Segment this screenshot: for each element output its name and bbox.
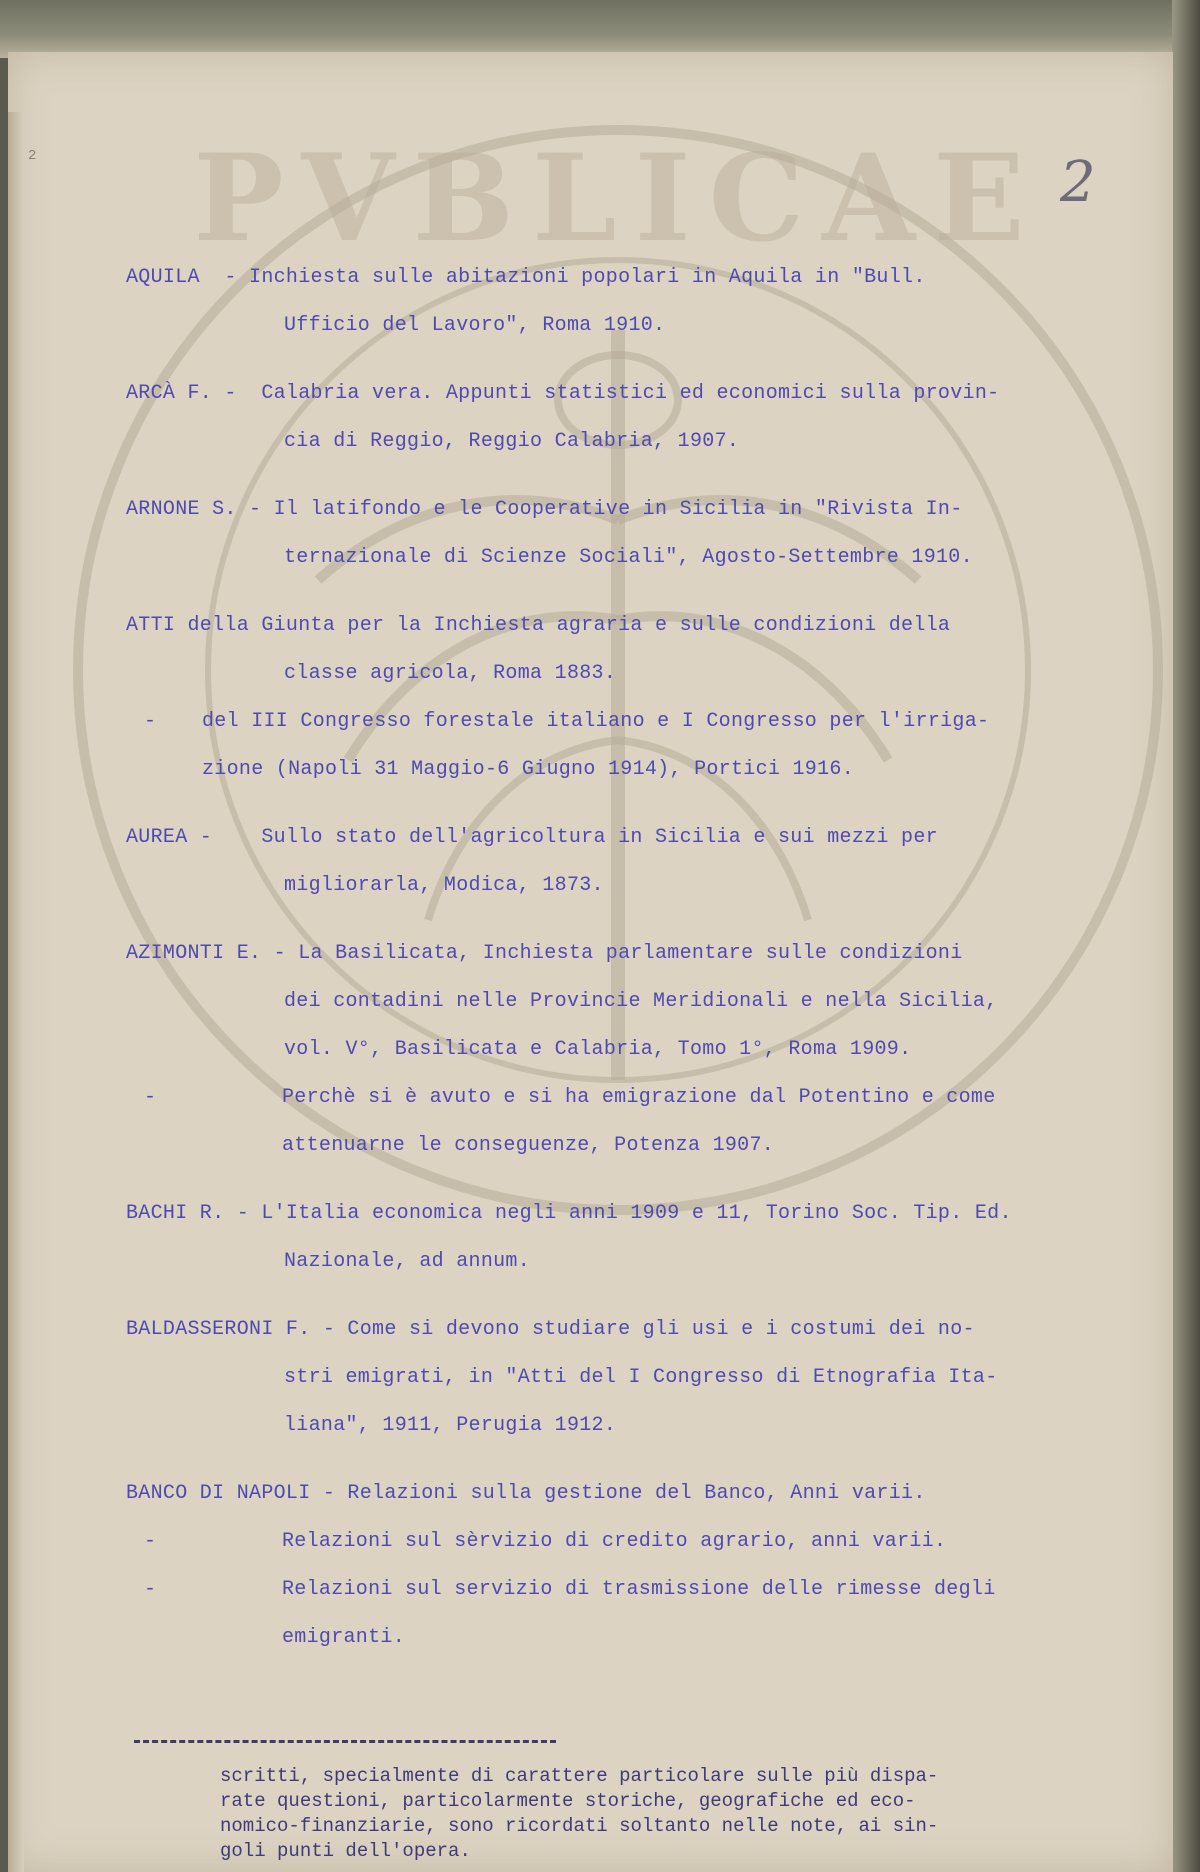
- entry-line: BALDASSERONI F. - Come si devono studiare gli usi e i costumi dei no-: [126, 1318, 975, 1341]
- entry-line: classe agricola, Roma 1883.: [284, 662, 617, 685]
- entry-line: BACHI R. - L'Italia economica negli anni 1909 e 11, Torino Soc. Tip. Ed.: [126, 1202, 1012, 1225]
- footnote-line: goli punti dell'opera.: [220, 1840, 471, 1862]
- sub-entry: [126, 1566, 1166, 1662]
- entry-line: stri emigrati, in "Atti del I Congresso di Etnografia Ita-: [284, 1366, 998, 1389]
- sub-entry-line: emigranti.: [282, 1626, 406, 1649]
- sub-entry-body: [202, 1518, 946, 1566]
- bibliography-entry: [126, 930, 1166, 1170]
- bibliography-entry: [126, 602, 1166, 794]
- footnote-separator: [134, 1740, 556, 1743]
- entry-line: liana", 1911, Perugia 1912.: [284, 1414, 617, 1437]
- entry-line: dei contadini nelle Provincie Meridionali e nella Sicilia,: [284, 990, 998, 1013]
- sub-entry: [126, 1518, 1166, 1566]
- entry-line: ARNONE S. - Il latifondo e le Cooperative in Sicilia in "Rivista In-: [126, 498, 963, 521]
- bibliography-list: [126, 254, 1166, 1682]
- sub-entry-dash: -: [144, 1578, 157, 1601]
- entry-line: Nazionale, ad annum.: [284, 1250, 531, 1273]
- entry-line: Ufficio del Lavoro", Roma 1910.: [284, 314, 666, 337]
- entry-line: ATTI della Giunta per la Inchiesta agraria e sulle condizioni della: [126, 614, 951, 637]
- footnote-line: nomico-finanziarie, sono ricordati soltanto nelle note, ai sin-: [220, 1815, 939, 1837]
- handwritten-page-number: 2: [1060, 150, 1096, 215]
- footnote-line: scritti, specialmente di carattere particolare sulle più dispa-: [220, 1765, 939, 1787]
- sub-entry-body: [202, 1566, 996, 1662]
- bibliography-entry: [126, 814, 1166, 910]
- sub-entry-line: Relazioni sul servizio di trasmissione delle rimesse degli: [282, 1578, 996, 1601]
- sub-entry-line: attenuarne le conseguenze, Potenza 1907.: [282, 1134, 775, 1157]
- sub-entry-line: zione (Napoli 31 Maggio-6 Giugno 1914), Portici 1916.: [202, 758, 855, 781]
- sub-entry-line: del III Congresso forestale italiano e I Congresso per l'irriga-: [202, 710, 990, 733]
- sub-entry-dash: -: [144, 1530, 157, 1553]
- bibliography-entry: [126, 486, 1166, 582]
- entry-line: BANCO DI NAPOLI - Relazioni sulla gestione del Banco, Anni varii.: [126, 1482, 926, 1505]
- bibliography-entry: [126, 1306, 1166, 1450]
- stamp-text: PVBLICAE: [193, 128, 1043, 269]
- leaf-number: 2: [28, 148, 37, 164]
- entry-line: ternazionale di Scienze Sociali", Agosto-Settembre 1910.: [284, 546, 973, 569]
- book-binding-top: [0, 0, 1200, 58]
- sub-entry-body: [202, 1074, 996, 1170]
- sub-entry-line: Relazioni sul sèrvizio di credito agrario, anni varii.: [282, 1530, 947, 1553]
- bibliography-entry: [126, 254, 1166, 350]
- document-page: [8, 52, 1173, 1872]
- entry-line: AUREA - Sullo stato dell'agricoltura in Sicilia e sui mezzi per: [126, 826, 938, 849]
- sub-entry-line: Perchè si è avuto e si ha emigrazione dal Potentino e come: [282, 1086, 996, 1109]
- entry-line: ARCÀ F. - Calabria vera. Appunti statistici ed economici sulla provin-: [126, 382, 1000, 405]
- sub-entry: [126, 1074, 1166, 1170]
- entry-line: vol. V°, Basilicata e Calabria, Tomo 1°, Roma 1909.: [284, 1038, 912, 1061]
- bibliography-entry: [126, 370, 1166, 466]
- entry-line: AZIMONTI E. - La Basilicata, Inchiesta parlamentare sulle condizioni: [126, 942, 963, 965]
- sub-entry-dash: -: [144, 1086, 157, 1109]
- bibliography-entry: [126, 1470, 1166, 1662]
- entry-line: AQUILA - Inchiesta sulle abitazioni popolari in Aquila in "Bull.: [126, 266, 926, 289]
- footnote: [220, 1764, 1150, 1864]
- sub-entry-body: [202, 698, 989, 794]
- footnote-line: rate questioni, particolarmente storiche, geografiche ed eco-: [220, 1790, 916, 1812]
- page-left-edge: [8, 112, 24, 1872]
- sub-entry-dash: -: [144, 710, 157, 733]
- entry-line: cia di Reggio, Reggio Calabria, 1907.: [284, 430, 740, 453]
- sub-entry: [126, 698, 1166, 794]
- entry-line: migliorarla, Modica, 1873.: [284, 874, 604, 897]
- bibliography-entry: [126, 1190, 1166, 1286]
